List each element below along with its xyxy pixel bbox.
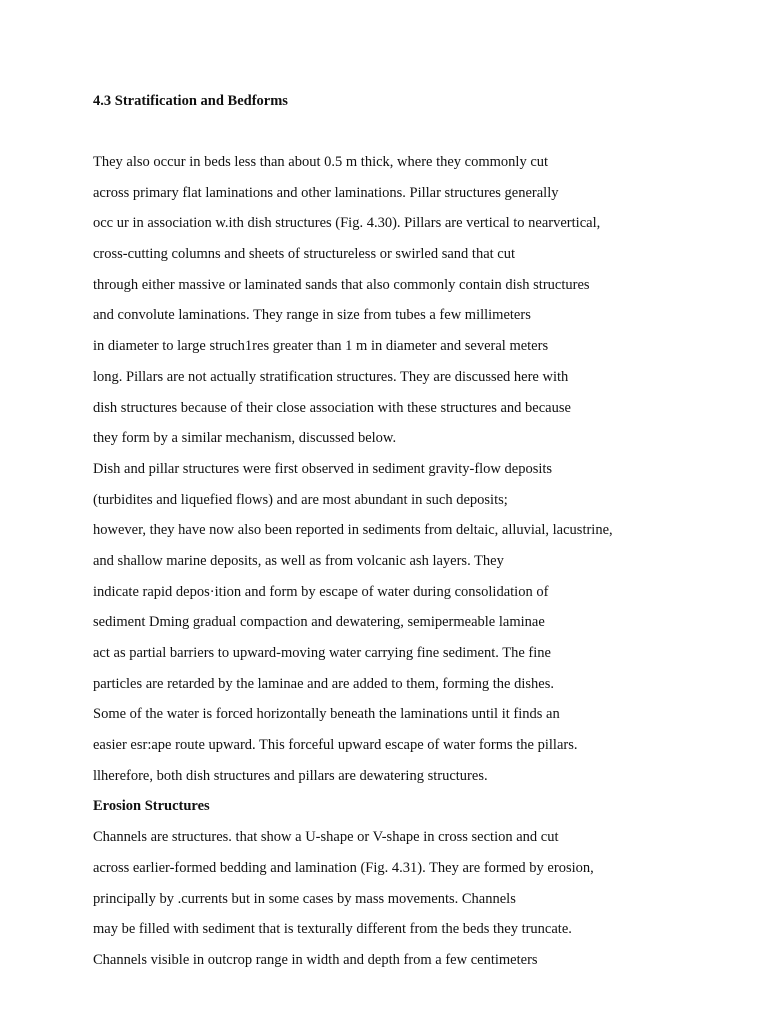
text-line: and shallow marine deposits, as well as from volcanic ash layers. They — [93, 552, 504, 569]
text-line: Some of the water is forced horizontally beneath the laminations until it finds an — [93, 706, 560, 723]
text-line: act as partial barriers to upward-moving water carrying fine sediment. The fine — [93, 645, 551, 661]
text-line: and convolute laminations. They range in size from tubes a few millimeters — [93, 307, 531, 324]
text-line: through either massive or laminated sands that also commonly contain dish structures — [93, 276, 590, 293]
text-line: they form by a similar mechanism, discussed below. — [93, 430, 397, 447]
text-line: dish structures because of their close association with these structures and because — [93, 399, 571, 416]
text-line: indicate rapid depos·ition and form by escape of water during consolidation of — [93, 583, 549, 600]
text-line: principally by .currents but in some cases by mass movements. Channels — [93, 890, 516, 907]
text-line: cross-cutting columns and sheets of structureless or swirled sand that cut — [93, 246, 516, 263]
text-line: across earlier-formed bedding and lamination (Fig. 4.31). They are formed by erosion, — [93, 859, 594, 876]
section-title: 4.3 Stratification and Bedforms — [93, 93, 288, 109]
text-line: Dish and pillar structures were first observed in sediment gravity-flow deposits — [93, 460, 553, 477]
text-line: in diameter to large struch1res greater than 1 m in diameter and several meters — [93, 338, 549, 355]
text-line: Channels visible in outcrop range in width and depth from a few centimeters — [93, 951, 538, 968]
body-text — [93, 151, 758, 980]
text-line: (turbidites and liquefied flows) and are most abundant in such deposits; — [93, 491, 508, 508]
text-line: easier esr:ape route upward. This forceful upward escape of water forms the pillars. — [93, 737, 578, 754]
subheading: Erosion Structures — [93, 798, 210, 815]
text-line: Channels are structures. that show a U-shape or V-shape in cross section and cut — [93, 829, 559, 846]
text-line: however, they have now also been reported in sediments from deltaic, alluvial, lacustrine, — [93, 522, 613, 539]
text-line: particles are retarded by the laminae and are added to them, forming the dishes. — [93, 675, 554, 692]
text-line: occ ur in association w.ith dish structures (Fig. 4.30). Pillars are vertical to nearvertical, — [93, 215, 601, 232]
text-line: may be filled with sediment that is texturally different from the beds they truncate. — [93, 921, 572, 938]
text-line: long. Pillars are not actually stratification structures. They are discussed here with — [93, 368, 569, 385]
text-line: llherefore, both dish structures and pillars are dewatering structures. — [93, 767, 488, 784]
text-line: sediment Dming gradual compaction and dewatering, semipermeable laminae — [93, 614, 545, 631]
text-line: They also occur in beds less than about 0.5 m thick, where they commonly cut — [93, 154, 549, 170]
text-line: across primary flat laminations and other laminations. Pillar structures generally — [93, 184, 559, 201]
